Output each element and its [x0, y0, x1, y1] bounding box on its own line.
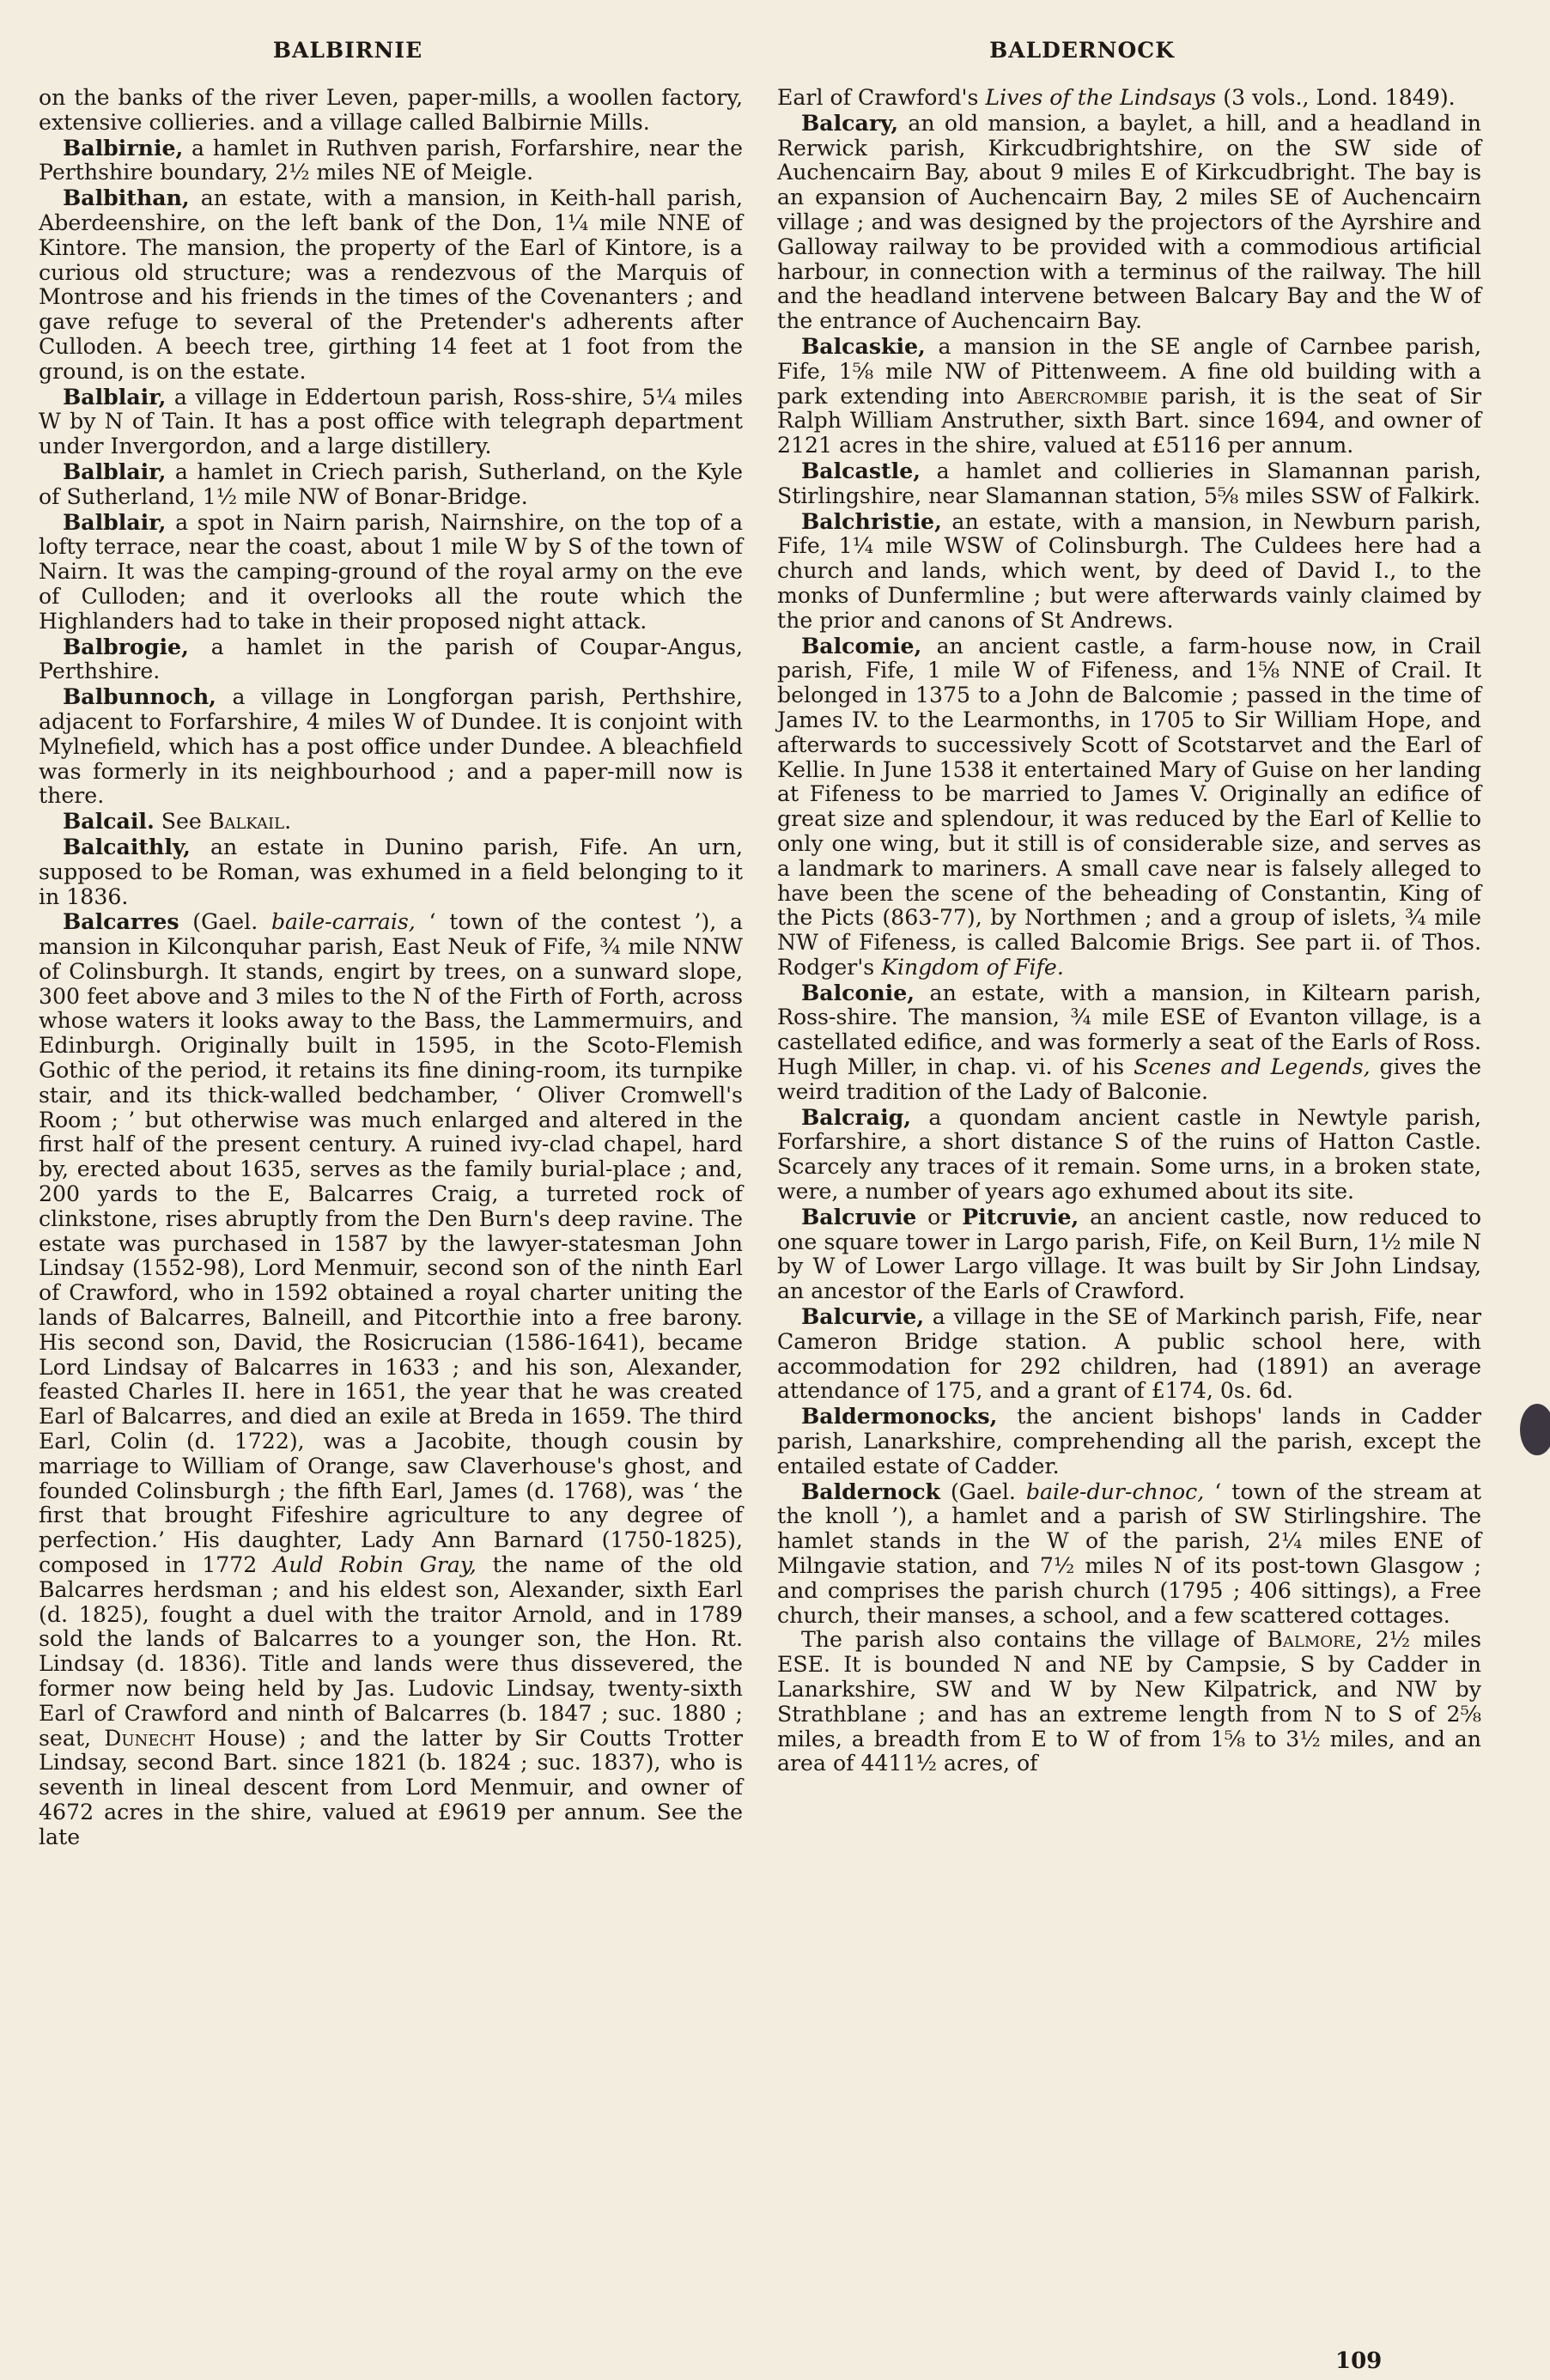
binding-hole-mark [1520, 1404, 1550, 1455]
left-column [39, 86, 743, 1850]
italic-text: Scenes and Legends, [1134, 1054, 1371, 1080]
entry-text: parish, it is the seat of Sir Ralph William Anstruther, sixth Bart. since 1694, and owner of 2121 acres in the shire, valued at £5116 per annum. [777, 383, 1481, 458]
entry-text: (Gael. [179, 909, 271, 935]
entry-text: an ancient castle, a farm-house now, in Crail parish, Fife, 1 mile W of Fifeness, and 1⅝ NNE of Crail. It belonged in 1375 to a John de Balcomie ; passed in the time of James IV. to the Learmonths, in 1705 to Sir William Hope, and afterwards to successively Scott of Scotstarvet and the Earl of Kellie. In June 1538 it entertained Mary of Guise on her landing at Fifeness to be married to James V. Originally an edifice of great size and splendour, it was reduced by the Earl of Kellie to only one wing, but it still is of considerable size, and serves as a landmark to mariners. A small cave near is falsely alleged to have been the scene of the beheading of Constantin, King of the Picts (863-77), by Northmen ; and a group of islets, ¾ mile NW of Fifeness, is called Balcomie Brigs. See part ii. of Thos. Rodger's [777, 633, 1481, 980]
entry-headword: Balbunnoch, [63, 683, 216, 710]
cross-reference: Balmore, [1267, 1627, 1363, 1653]
running-head-right: BALDERNOCK [989, 38, 1175, 63]
entry-headword: Balblair, [63, 383, 167, 410]
entry-text: an estate, with a mansion, in Keith-hall parish, Aberdeenshire, on the left bank of the Don, 1¼ mile NNE of Kintore. The mansion, the property of the Earl of Kintore, is a curious old structure; was a rendezvous of the Marquis of Montrose and his friends in the times of the Covenanters ; and gave refuge to several of the Pretender's adherents after Culloden. A beech tree, girthing 14 feet at 1 foot from the ground, is on the estate. [39, 185, 743, 384]
entry-text: the name of the old Balcarres herdsman ; and his eldest son, Alexander, sixth Earl (d. 1825), fought a duel with the traitor Arnold, and in 1789 sold the lands of Balcarres to a younger son, the Hon. Rt. Lindsay (d. 1836). Title and lands were thus dissevered, the former now being held by Jas. Ludovic Lindsay, twenty-sixth Earl of Crawford and ninth of Balcarres (b. 1847 ; suc. 1880 ; seat, [39, 1552, 744, 1751]
entry-text: a village in Longforgan parish, Perthshire, adjacent to Forfarshire, 4 miles W of Dundee. It is conjoint with Mylnefield, which has a post office under Dundee. A bleachfield was formerly in its neighbourhood ; and a paper-mill now is there. [39, 684, 743, 809]
entry-text: Earl of Crawford's [777, 85, 986, 110]
gazetteer-entry [39, 684, 743, 809]
italic-text: baile-carrais, [270, 909, 416, 935]
entry-text: an estate, with a mansion, in Kiltearn parish, Ross-shire. The mansion, ¾ mile ESE of Evanton village, is a castellated edifice, and was formerly a seat of the Earls of Ross. Hugh Miller, in chap. vi. of his [777, 980, 1481, 1080]
entry-text: the ancient bishops' lands in Cadder parish, Lanarkshire, comprehending all the parish, except the entailed estate of Cadder. [777, 1404, 1481, 1478]
entry-text: a spot in Nairn parish, Nairnshire, on the top of a lofty terrace, near the coast, about 1 mile W by S of the town of Nairn. It was the camping-ground of the royal army on the eve of Culloden; and it overlooks all the route which the Highlanders had to take in their proposed night attack. [39, 509, 743, 634]
entry-text: a hamlet in the parish of Coupar-Angus, Perthshire. [39, 634, 743, 684]
entry-headword: Balcaithly, [63, 833, 191, 859]
entry-headword: Pitcruvie, [962, 1203, 1079, 1229]
gazetteer-entry [777, 1628, 1481, 1776]
entry-text: on the banks of the river Leven, paper-mills, a woollen factory, extensive collieries. and a village called Balbirnie Mills. [39, 85, 743, 135]
entry-text: 2½ miles ESE. It is bounded N and NE by Campsie, S by Cadder in Lanarkshire, SW and W by New Kilpatrick, and NW by Strathblane ; and has an extreme length from N to S of 2⅝ miles, a breadth from E to W of from 1⅝ to 3½ miles, and an area of 4411½ acres, of [777, 1627, 1482, 1776]
gazetteer-entry [777, 1205, 1481, 1304]
page-number: 109 [1335, 2348, 1383, 2374]
entry-text: See [154, 809, 209, 835]
entry-text: a quondam ancient castle in Newtyle parish, Forfarshire, a short distance S of the ruins of Hatton Castle. Scarcely any traces of it remain. Some urns, in a broken state, were, a number of years ago exhumed about its site. [777, 1104, 1481, 1205]
entry-text: a hamlet in Ruthven parish, Forfarshire, near the Perthshire boundary, 2½ miles NE of Meigle. [39, 135, 743, 185]
right-column [777, 86, 1481, 1776]
entry-headword: Baldernock [801, 1478, 940, 1504]
gazetteer-entry [777, 1304, 1481, 1404]
entry-headword: Balbirnie, [63, 134, 184, 161]
entry-text: ‘ town of the stream at the knoll ’), a hamlet and a parish of SW Stirlingshire. The hamlet stands in the W of the parish, 2¼ miles ENE of Milngavie station, and 7½ miles N of its post-town Glasgow ; and comprises the parish church (1795 ; 406 sittings), a Free church, their manses, a school, and a few scattered cottages. [777, 1478, 1481, 1628]
gazetteer-entry [39, 136, 743, 186]
italic-text: Lives of the Lindsays [985, 85, 1217, 110]
entry-text: The parish also contains the village of [801, 1627, 1267, 1653]
gazetteer-entry [777, 458, 1481, 509]
entry-headword: Balblair, [63, 508, 167, 535]
gazetteer-entry [777, 334, 1481, 458]
entry-text: an estate in Dunino parish, Fife. An urn, supposed to be Roman, was exhumed in a field belonging to it in 1836. [39, 834, 743, 909]
entry-text: a mansion in the SE angle of Carnbee parish, Fife, 1⅝ mile NW of Pittenweem. A fine old building with a park extending into [777, 333, 1481, 409]
gazetteer-entry [39, 86, 743, 136]
gazetteer-entry [777, 509, 1481, 634]
gazetteer-entry [777, 634, 1481, 981]
entry-text: ‘ town of the contest ’), a mansion in Kilconquhar parish, East Neuk of Fife, ¾ mile NNW of Colinsburgh. It stands, engirt by trees, on a sunward slope, 300 feet above and 3 miles to the N of the Firth of Forth, across whose waters it looks away to the Bass, the Lammermuirs, and Edinburgh. Originally built in 1595, in the Scoto-Flemish Gothic of the period, it retains its fine dining-room, its turnpike stair, and its thick-walled bedchamber, ‘ Oliver Cromwell's Room ; ’ but otherwise was much enlarged and altered in the first half of the present century. A ruined ivy-clad chapel, hard by, erected about 1635, serves as the family burial-place ; and, 200 yards to the E, Balcarres Craig, a turreted rock of clinkstone, rises abruptly from the Den Burn's deep ravine. The estate was purchased in 1587 by the lawyer-statesman John Lindsay (1552-98), Lord Menmuir, second son of the ninth Earl of Crawford, who in 1592 obtained a royal charter uniting the lands of Balcarres, Balneill, and Pitcorthie into a free barony. His second son, David, the Rosicrucian (1586-1641), became Lord Lindsay of Balcarres in 1633 ; and his son, Alexander, feasted Charles II. here in 1651, the year that he was created Earl of Balcarres, and died an exile at Breda in 1659. The third Earl, Colin (d. 1722), was a Jacobite, though cousin by marriage to William of Orange, saw Claverhouse's ghost, and founded Colinsburgh ; the fifth Earl, James (d. 1768), was ‘ the first that brought Fifeshire agriculture to any degree of perfection.’ His daughter, Lady Ann Barnard (1750-1825), composed in 1772 [39, 909, 743, 1578]
entry-headword: Balcaskie, [801, 332, 926, 359]
entry-text: an ancient castle, now reduced to one square tower in Largo parish, Fife, on Keil Burn, 1½ mile N by W of Lower Largo village. It was built by Sir John Lindsay, an ancestor of the Earls of Crawford. [777, 1204, 1481, 1304]
entry-headword: Balcarres [63, 908, 179, 935]
gazetteer-entry [39, 634, 743, 685]
italic-text: Kingdom of Fife. [881, 954, 1064, 980]
gazetteer-entry [777, 111, 1481, 334]
gazetteer-entry [777, 981, 1481, 1105]
entry-headword: Balblair, [63, 458, 167, 484]
entry-headword: Balcary, [801, 109, 899, 136]
entry-text: (Gael. [940, 1478, 1026, 1504]
entry-text: a hamlet in Criech parish, Sutherland, on the Kyle of Sutherland, 1½ mile NW of Bonar-Bridge. [39, 458, 743, 509]
gazetteer-entry [39, 809, 743, 835]
entry-text: an old mansion, a baylet, a hill, and a headland in Rerwick parish, Kirkcudbrightshire, on the SW side of Auchencairn Bay, about 9 miles E of Kirkcudbright. The bay is an expansion of Auchencairn Bay, 2 miles SE of Auchencairn village ; and was designed by the projectors of the Ayrshire and Galloway railway to be provided with a commodious artificial harbour, in connection with a terminus of the railway. The hill and the headland intervene between Balcary Bay and the W of the entrance of Auchencairn Bay. [777, 110, 1481, 334]
entry-text: a hamlet and collieries in Slamannan parish, Stirlingshire, near Slamannan station, 5⅝ miles SSW of Falkirk. [777, 458, 1481, 508]
italic-text: baile-dur-chnoc, [1025, 1478, 1205, 1504]
entry-text: House) ; and the latter by Sir Coutts Trotter Lindsay, second Bart. since 1821 (b. 1824 ; suc. 1837), who is seventh in lineal descent from Lord Menmuir, and owner of 4672 acres in the shire, valued at £9619 per annum. See the late [39, 1725, 744, 1849]
entry-text: (3 vols., Lond. 1849). [1216, 85, 1456, 110]
cross-reference: Dunecht [104, 1725, 195, 1751]
entry-headword: Balchristie, [801, 507, 942, 534]
entry-headword: Balcastle, [801, 457, 921, 483]
gazetteer-entry [777, 1105, 1481, 1205]
entry-headword: Balcomie, [801, 632, 922, 659]
gazetteer-entry [39, 835, 743, 909]
entry-text: or [916, 1204, 963, 1229]
italic-text: Auld Robin Gray, [273, 1552, 477, 1578]
entry-headword: Balcruvie [801, 1203, 917, 1229]
gazetteer-entry [39, 385, 743, 459]
gazetteer-entry [39, 909, 743, 1849]
entry-headword: Baldermonocks, [801, 1403, 998, 1430]
running-head-left: BALBIRNIE [272, 38, 423, 63]
entry-headword: Balcail. [63, 808, 155, 835]
gazetteer-entry [39, 510, 743, 634]
cross-reference: Balkail. [208, 809, 292, 835]
gazetteer-entry [777, 86, 1481, 111]
gazetteer-entry [777, 1404, 1481, 1478]
entry-text: a village in the SE of Markinch parish, Fife, near Cameron Bridge station. A public school here, with accommodation for 292 children, had (1891) an average attendance of 175, and a grant of £174, 0s. 6d. [777, 1304, 1481, 1404]
entry-headword: Balbithan, [63, 185, 190, 211]
gazetteer-entry [777, 1479, 1481, 1629]
gazetteer-entry [39, 459, 743, 510]
entry-text: a village in Eddertoun parish, Ross-shire, 5¼ miles W by N of Tain. It has a post office with telegraph department under Invergordon, and a large distillery. [39, 384, 743, 459]
entry-text: gives the weird tradition of the Lady of Balconie. [777, 1054, 1482, 1104]
entry-headword: Balcraig, [801, 1103, 912, 1130]
gazetteer-entry [39, 185, 743, 384]
entry-headword: Balbrogie, [63, 633, 189, 659]
entry-headword: Balcurvie, [801, 1303, 925, 1330]
cross-reference: Abercrombie [1017, 383, 1148, 409]
entry-headword: Balconie, [801, 979, 915, 1005]
entry-text: an estate, with a mansion, in Newburn parish, Fife, 1¼ mile WSW of Colinsburgh. The Culdees here had a church and lands, which went, by deed of David I., to the monks of Dunfermline ; but were afterwards vainly claimed by the prior and canons of St Andrews. [777, 508, 1481, 633]
